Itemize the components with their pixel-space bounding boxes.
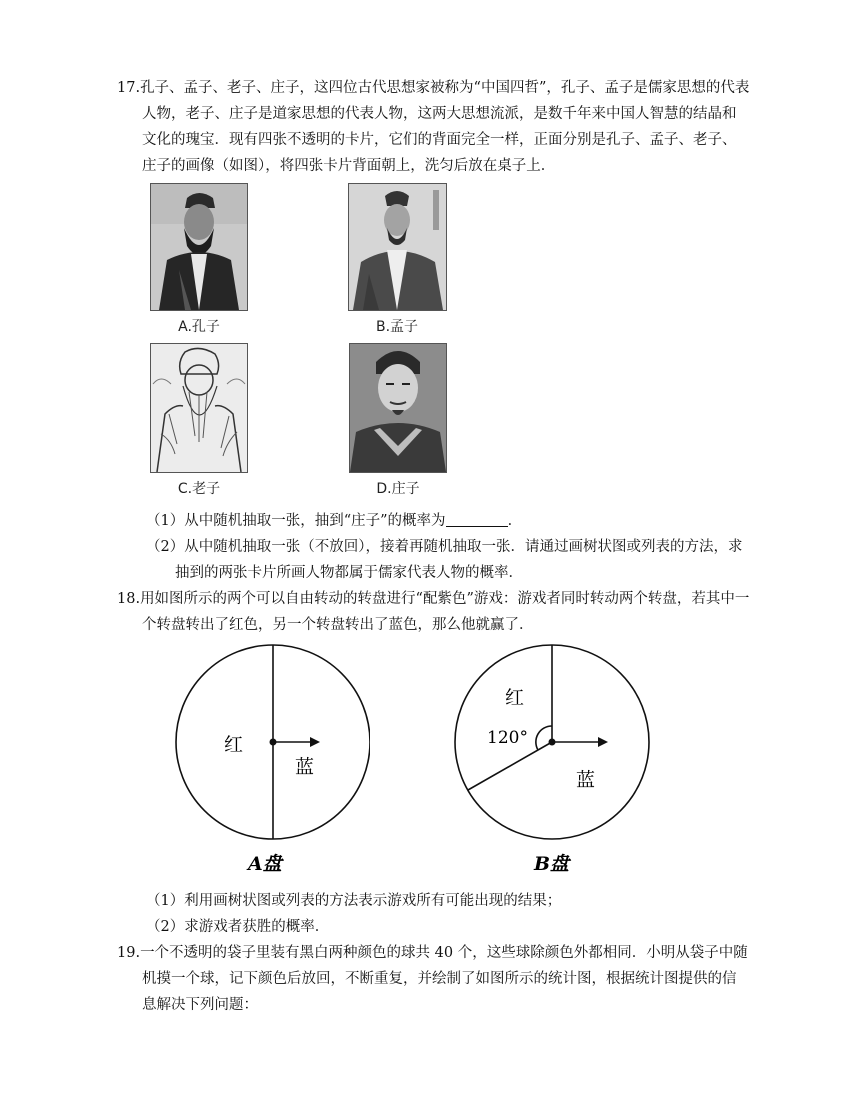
q19-text-1: 一个不透明的袋子里装有黑白两种颜色的球共 40 个，这些球除颜色外都相同．小明从袋子中随 xyxy=(140,945,748,961)
spinner-a-blue-label: 蓝 xyxy=(295,756,315,778)
q17-sub2-line-2: 抽到的两张卡片所画人物都属于儒家代表人物的概率． xyxy=(175,565,523,581)
q18-sub2: （2）求游戏者获胜的概率． xyxy=(146,919,330,935)
answer-blank xyxy=(446,512,508,527)
zhuangzi-portrait-image xyxy=(349,343,447,473)
q18-sub1: （1）利用画树状图或列表的方法表示游戏所有可能出现的结果； xyxy=(146,893,562,909)
spinner-b-blue-label: 蓝 xyxy=(576,769,596,791)
q17-sub1 xyxy=(146,511,522,531)
q17-sub2-line-1: （2）从中随机抽取一张（不放回），接着再随机抽取一张．请通过画树状图或列表的方法，求 xyxy=(146,539,743,555)
spinner-b-angle-label: 120° xyxy=(487,728,528,748)
q18-line-2: 个转盘转出了红色，另一个转盘转出了蓝色，那么他就赢了． xyxy=(142,617,534,633)
q18-line-1 xyxy=(117,589,749,609)
spinner-b xyxy=(450,640,650,882)
q17-line-3: 文化的瑰宝．现有四张不透明的卡片，它们的背面完全一样，正面分别是孔子、孟子、老子、 xyxy=(142,132,737,148)
q18-text-1: 用如图所示的两个可以自由转动的转盘进行“配紫色”游戏：游戏者同时转动两个转盘，若其中一 xyxy=(140,591,750,607)
spinner-b-caption: B盘 xyxy=(534,853,570,875)
q18-number: 18. xyxy=(117,591,141,607)
q17-line-1 xyxy=(117,78,749,98)
spinner-b-red-label: 红 xyxy=(505,687,525,709)
q17-number: 17. xyxy=(117,80,141,96)
spinner-b-arrowhead xyxy=(598,737,608,747)
q17-line-4: 庄子的画像（如图），将四张卡片背面朝上，洗匀后放在桌子上． xyxy=(142,158,556,174)
caption-d: D.庄子 xyxy=(376,481,420,497)
caption-b: B.孟子 xyxy=(375,319,419,335)
spinner-a xyxy=(170,640,370,882)
confucius-portrait-image xyxy=(150,183,248,311)
spinner-a-red-label: 红 xyxy=(224,734,244,756)
q19-line-2: 机摸一个球，记下颜色后放回，不断重复，并绘制了如图所示的统计图，根据统计图提供的信 xyxy=(142,971,737,987)
q17-sub1-end: ． xyxy=(507,513,523,529)
q19-line-1 xyxy=(117,943,748,963)
q19-line-3: 息解决下列问题： xyxy=(142,997,258,1013)
q17-line-2: 人物，老子、庄子是道家思想的代表人物，这两大思想流派，是数千年来中国人智慧的结晶和 xyxy=(142,106,737,122)
laozi-portrait-image xyxy=(150,343,248,473)
spinner-b-radius-lower xyxy=(468,742,552,790)
q17-sub1-text: （1）从中随机抽取一张，抽到“庄子”的概率为 xyxy=(146,513,446,529)
caption-c: C.老子 xyxy=(177,481,221,497)
q17-text-1: 孔子、孟子、老子、庄子，这四位古代思想家被称为“中国四哲”，孔子、孟子是儒家思想的代表 xyxy=(140,80,750,96)
spinner-a-caption: A盘 xyxy=(248,853,282,875)
caption-a: A.孔子 xyxy=(178,319,220,335)
q19-number: 19. xyxy=(117,945,141,961)
mencius-portrait-image xyxy=(348,183,447,311)
spinner-a-arrowhead xyxy=(310,737,320,747)
